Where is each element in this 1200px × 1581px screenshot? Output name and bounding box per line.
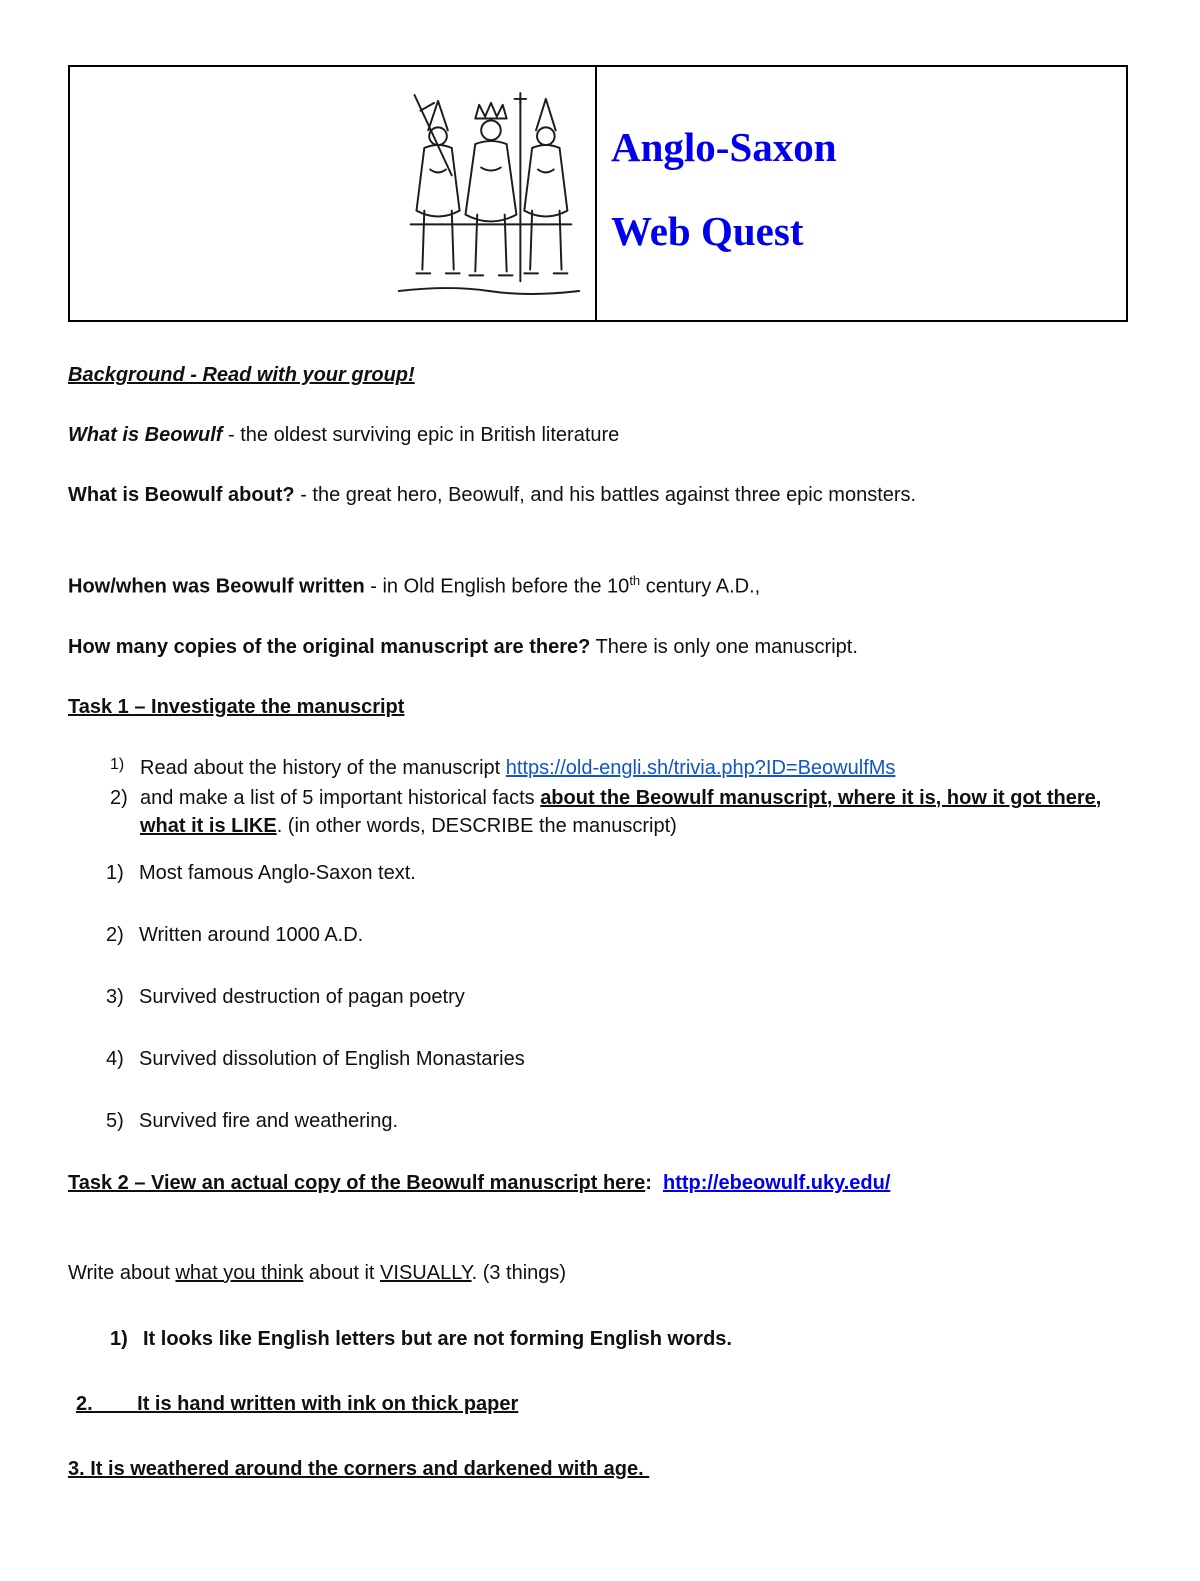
what-is-beowulf-about-line bbox=[68, 482, 1128, 509]
instruction-emphasis: about the Beowulf manuscript, where it is, how it got there, what it is LIKE bbox=[140, 786, 1102, 837]
write-text-post: . (3 things) bbox=[471, 1261, 567, 1284]
answer-item-3: 3. It is weathered around the corners and darkened with age. bbox=[68, 1457, 650, 1480]
what-is-beowulf-line bbox=[68, 422, 1128, 449]
fact-text: Most famous Anglo-Saxon text. bbox=[139, 861, 416, 884]
write-underline-2: VISUALLY bbox=[380, 1261, 472, 1284]
item-number: 2) bbox=[110, 786, 128, 809]
instruction-text: and make a list of 5 important historical facts bbox=[140, 786, 541, 809]
write-text: Write about bbox=[68, 1261, 176, 1284]
answer-text: - in Old English before the 10 bbox=[364, 575, 630, 598]
write-text-mid: about it bbox=[303, 1261, 381, 1284]
question-bold: What is Beowulf about? bbox=[68, 484, 295, 506]
answer-number: 1) bbox=[110, 1327, 128, 1350]
fact-number: 5) bbox=[106, 1109, 124, 1132]
fact-number: 1) bbox=[106, 861, 124, 884]
item-body bbox=[140, 754, 1128, 782]
task1-heading: Task 1 – Investigate the manuscript bbox=[68, 695, 405, 718]
fact-item bbox=[106, 1108, 1128, 1134]
header-table bbox=[68, 65, 1128, 322]
manuscript-history-link[interactable]: https://old-engli.sh/trivia.php?ID=BeowulfMs bbox=[505, 756, 896, 779]
fact-text: Written around 1000 A.D. bbox=[139, 923, 364, 946]
anglo-saxon-kings-illustration bbox=[391, 85, 587, 303]
page-title bbox=[611, 105, 1112, 273]
fact-number: 2) bbox=[106, 923, 124, 946]
title-line-1: Anglo-Saxon bbox=[611, 124, 837, 170]
ebeowulf-link[interactable]: http://ebeowulf.uky.edu/ bbox=[663, 1171, 891, 1194]
instruction-text-cont: . (in other words, DESCRIBE the manuscript) bbox=[276, 814, 677, 837]
task2-heading: Task 2 – View an actual copy of the Beowulf manuscript here bbox=[68, 1171, 646, 1194]
fact-item bbox=[106, 860, 1128, 886]
question-bold: What is Beowulf bbox=[68, 424, 223, 446]
fact-number: 3) bbox=[106, 985, 124, 1008]
instruction-text: Read about the history of the manuscript bbox=[140, 756, 506, 779]
item-body bbox=[140, 784, 1128, 840]
answer-text: - the great hero, Beowulf, and his battles against three epic monsters. bbox=[294, 484, 917, 506]
task2-colon: : bbox=[645, 1171, 663, 1194]
fact-text: Survived fire and weathering. bbox=[139, 1109, 399, 1132]
facts-list bbox=[106, 860, 1128, 1134]
task2-heading-line bbox=[68, 1170, 1128, 1197]
question-bold: How/when was Beowulf written bbox=[68, 575, 365, 598]
fact-item bbox=[106, 984, 1128, 1010]
fact-text: Survived dissolution of English Monastaries bbox=[139, 1047, 525, 1070]
title-cell bbox=[597, 67, 1126, 320]
answer-text: - the oldest surviving epic in British literature bbox=[222, 424, 620, 446]
instruction-item-1 bbox=[110, 754, 1128, 782]
instruction-item-2 bbox=[110, 784, 1128, 840]
title-line-2: Web Quest bbox=[611, 208, 804, 255]
how-when-written-line bbox=[68, 572, 1128, 601]
item-number: 1) bbox=[110, 755, 125, 773]
answer-item-2: 2. It is hand written with ink on thick paper bbox=[76, 1392, 519, 1415]
answer-item-1 bbox=[110, 1326, 1128, 1352]
fact-item bbox=[106, 1046, 1128, 1072]
how-many-copies-line bbox=[68, 634, 1128, 661]
answer-text: It looks like English letters but are not forming English words. bbox=[143, 1327, 732, 1350]
fact-item bbox=[106, 922, 1128, 948]
background-heading: Background - Read with your group! bbox=[68, 364, 415, 386]
write-underline-1: what you think bbox=[175, 1261, 304, 1284]
write-about-line bbox=[68, 1260, 1128, 1287]
question-bold: How many copies of the original manuscript are there? bbox=[68, 635, 591, 658]
fact-text: Survived destruction of pagan poetry bbox=[139, 985, 465, 1008]
illustration-cell bbox=[70, 67, 597, 320]
answer-text-cont: century A.D., bbox=[640, 575, 761, 598]
answer-text: There is only one manuscript. bbox=[590, 635, 858, 658]
superscript-th: th bbox=[629, 573, 641, 588]
task1-instructions-list bbox=[110, 754, 1128, 840]
fact-number: 4) bbox=[106, 1047, 124, 1070]
